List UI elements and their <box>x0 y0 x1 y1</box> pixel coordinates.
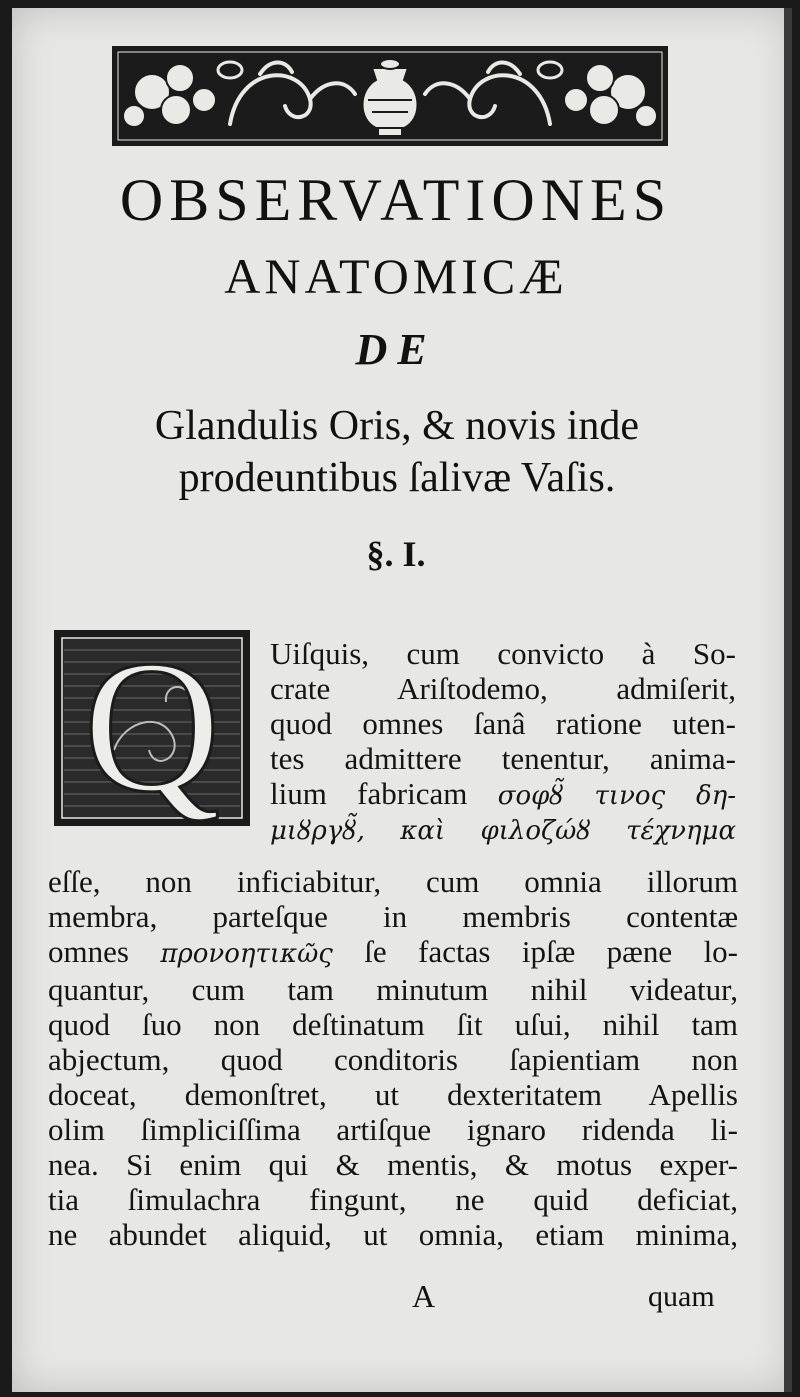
text-line <box>48 934 738 972</box>
page-binding-edge <box>784 8 792 1392</box>
section-heading: §. I. <box>366 534 426 574</box>
text-line: olim ſimpliciſſima artiſque ignaro ridenda li- <box>48 1112 738 1147</box>
ornamental-headpiece <box>110 44 670 148</box>
text-line: crate Ariſtodemo, admiſerit, <box>270 671 736 706</box>
text-block-beside-initial <box>270 636 736 849</box>
text-line: membra, parteſque in membris contentæ <box>48 899 738 934</box>
dropcap-letter: Q <box>83 630 221 826</box>
title-line-2: ANATOMICÆ <box>224 248 568 304</box>
greek-word: προνοητικῶς <box>160 939 333 969</box>
text-line <box>270 776 736 814</box>
greek-phrase: σοφȣ̃ τινος δη- <box>497 781 737 811</box>
text-line: doceat, demonſtret, ut dexteritatem Apellis <box>48 1077 738 1112</box>
text-line: quod ſuo non deſtinatum ſit uſui, nihil tam <box>48 1007 738 1042</box>
text-line: tia ſimulachra fingunt, ne quid deficiat, <box>48 1182 738 1217</box>
text-line: abjectum, quod conditoris ſapientiam non <box>48 1042 738 1077</box>
greek-line: μιȣργȣ̃, καὶ φιλοζώȣ τέχνημα <box>270 816 736 846</box>
text-line: eſſe, non inficiabitur, cum omnia illorum <box>48 864 738 899</box>
decorated-initial-q <box>54 630 250 826</box>
text-line: ne abundet aliquid, ut omnia, etiam minima, <box>48 1217 738 1252</box>
text-line: nea. Si enim qui & mentis, & motus exper- <box>48 1147 738 1182</box>
signature-mark: A <box>412 1278 436 1314</box>
text-line: quantur, cum tam minutum nihil videatur, <box>48 972 738 1007</box>
text-fragment: lium fabricam <box>270 776 468 811</box>
text-line: Uiſquis, cum convicto à So- <box>270 636 736 671</box>
text-fragment: omnes <box>48 934 129 969</box>
subtitle-line: prodeuntibus ſalivæ Vaſis. <box>178 455 616 501</box>
text-block-full-width <box>48 864 738 1252</box>
title-line-1: OBSERVATIONES <box>119 167 673 233</box>
book-page <box>12 8 792 1392</box>
title-line-3: DE <box>355 325 437 374</box>
catchword: quam <box>648 1280 715 1313</box>
text-line: tes admittere tenentur, anima- <box>270 741 736 776</box>
text-line: quod omnes ſanâ ratione uten- <box>270 706 736 741</box>
subtitle-line: Glandulis Oris, & novis inde <box>154 403 640 449</box>
text-fragment: ſe factas ipſæ pæne lo- <box>364 934 739 969</box>
subtitle <box>52 400 742 504</box>
